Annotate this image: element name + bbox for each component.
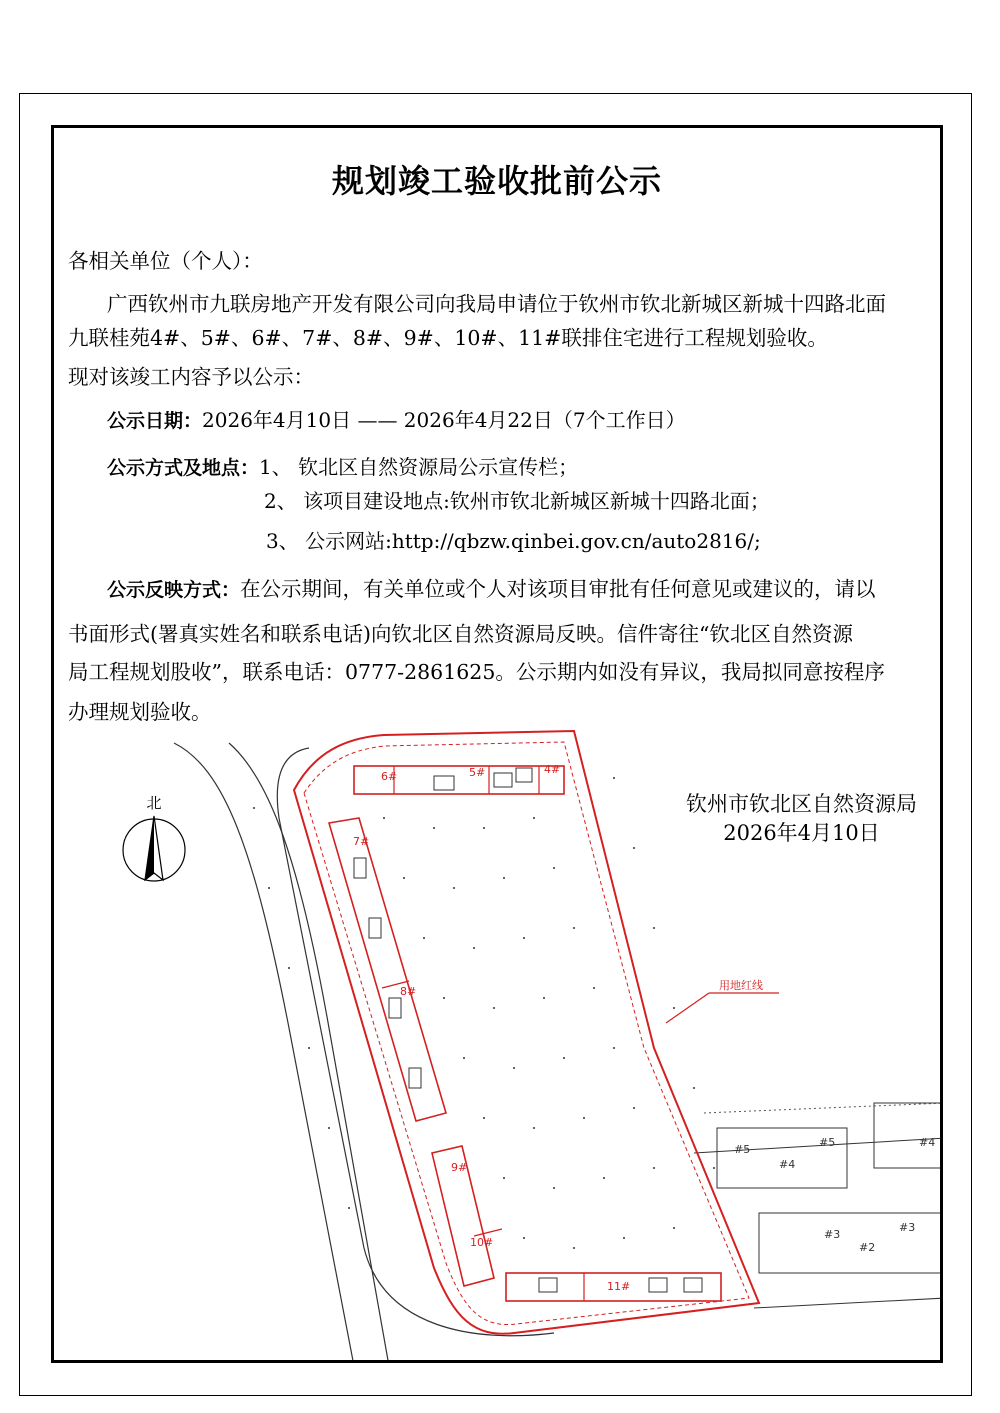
red-line-label: 用地红线 bbox=[719, 979, 763, 992]
neighbor-label: #5 bbox=[734, 1143, 751, 1156]
building-label-6: 6# bbox=[381, 770, 398, 783]
boundary-dotted bbox=[704, 1103, 943, 1113]
neighbor-label: #3 bbox=[899, 1221, 916, 1234]
building-label-4: 4# bbox=[544, 763, 561, 776]
neighbor-label: #4 bbox=[779, 1158, 796, 1171]
date-row bbox=[107, 404, 686, 433]
feedback-row-1 bbox=[107, 572, 876, 602]
feedback-line-3: 局工程规划股收”，联系电话：0777-2861625。公示期内如没有异议，我局拟同意按程序 bbox=[68, 660, 885, 684]
date-value: 2026年4月10日 —— 2026年4月22日（7个工作日） bbox=[202, 408, 686, 432]
method-label: 公示方式及地点： bbox=[107, 457, 260, 479]
neighbor-label: #2 bbox=[859, 1241, 876, 1254]
neighbor-building-2 bbox=[759, 1213, 943, 1273]
building-label-7: 7# bbox=[353, 835, 370, 848]
feedback-label: 公示反映方式： bbox=[107, 579, 241, 601]
intro-line-2: 九联桂苑4#、5#、6#、7#、8#、9#、10#、11#联排住宅进行工程规划验收。 bbox=[68, 326, 828, 350]
road-curve bbox=[277, 748, 554, 1336]
notice-frame bbox=[51, 125, 943, 1363]
building-label-5: 5# bbox=[469, 766, 486, 779]
feedback-line-2: 书面形式(署真实姓名和联系电话)向钦北区自然资源局反映。信件寄往“钦北区自然资源 bbox=[68, 622, 853, 646]
authority-name: 钦州市钦北区自然资源局 bbox=[686, 792, 917, 816]
building-label-8: 8# bbox=[400, 985, 417, 998]
road-south-east bbox=[754, 1298, 943, 1308]
neighbor-label: #4 bbox=[919, 1136, 936, 1149]
intro-line-1: 广西钦州市九联房地产开发有限公司向我局申请位于钦州市钦北新城区新城十四路北面 bbox=[107, 292, 886, 316]
feedback-line-4: 办理规划验收。 bbox=[68, 700, 212, 724]
intro-line-3: 现对该竣工内容予以公示： bbox=[68, 365, 314, 389]
method-item-1: 1、 钦北区自然资源局公示宣传栏； bbox=[259, 455, 579, 479]
north-arrow-icon bbox=[123, 816, 185, 881]
road-line-left bbox=[174, 743, 354, 1363]
north-label: 北 bbox=[146, 794, 162, 812]
method-row-1 bbox=[107, 451, 578, 480]
building-label-9: 9# bbox=[451, 1161, 468, 1174]
authority-signature bbox=[674, 790, 929, 848]
method-item-2: 2、 该项目建设地点:钦州市钦北新城区新城十四路北面； bbox=[264, 489, 770, 513]
notice-title: 规划竣工验收批前公示 bbox=[331, 162, 662, 200]
method-item-3: 3、 公示网站:http://qbzw.qinbei.gov.cn/auto2816/; bbox=[266, 529, 761, 553]
neighbor-label: #3 bbox=[824, 1228, 841, 1241]
salutation: 各相关单位（个人）： bbox=[68, 249, 263, 273]
building-label-10: 10# bbox=[470, 1236, 494, 1249]
building-label-11: 11# bbox=[607, 1280, 631, 1293]
neighbor-label: #5 bbox=[819, 1136, 836, 1149]
date-label: 公示日期： bbox=[107, 410, 203, 432]
feedback-line-1: 在公示期间，有关单位或个人对该项目审批有任何意见或建议的，请以 bbox=[240, 577, 876, 601]
authority-date: 2026年4月10日 bbox=[723, 821, 880, 845]
